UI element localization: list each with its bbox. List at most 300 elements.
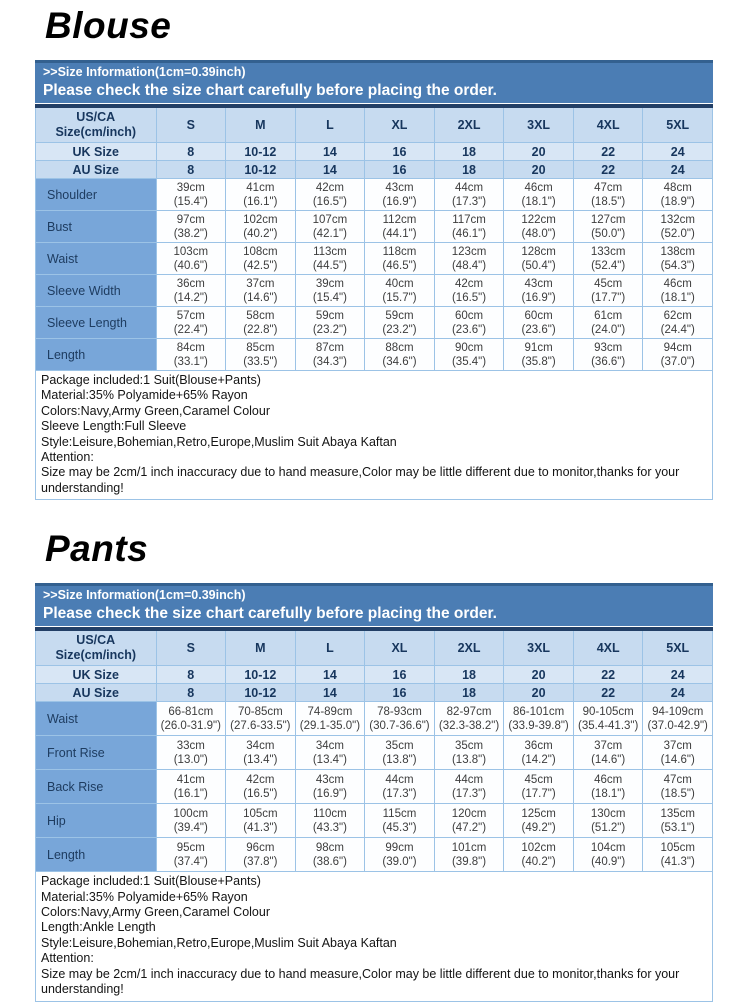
size-column-header: 3XL — [504, 629, 574, 666]
cm-value: 41cm — [246, 181, 275, 194]
measurement-cell — [365, 770, 435, 804]
note-line: Size may be 2cm/1 inch inaccuracy due to hand measure,Color may be little different due to monitor,thanks for your understanding! — [41, 966, 680, 997]
size-info-banner — [35, 583, 713, 626]
inch-value: (41.3") — [243, 821, 278, 834]
measurement-cell — [434, 307, 504, 339]
cm-value: 138cm — [660, 245, 695, 258]
measurement-cell — [295, 243, 365, 275]
inch-value: (40.2") — [521, 855, 556, 868]
cm-value: 101cm — [451, 841, 487, 854]
cm-value: 34cm — [315, 739, 344, 752]
au-size-value: 16 — [365, 684, 435, 702]
au-size-value: 18 — [434, 161, 504, 179]
measurement-row — [36, 243, 713, 275]
note-line: Colors:Navy,Army Green,Caramel Colour — [41, 403, 270, 418]
measurement-cell — [295, 804, 365, 838]
measurement-row — [36, 804, 713, 838]
inch-value: (32.3-38.2") — [438, 719, 500, 732]
measurement-row-label: Sleeve Width — [36, 275, 157, 307]
cm-value: 43cm — [524, 277, 553, 290]
uk-size-value: 24 — [643, 666, 713, 684]
pants-size-table — [35, 627, 713, 872]
cm-value: 112cm — [382, 213, 417, 226]
inch-value: (13.4") — [243, 753, 278, 766]
measurement-cell — [226, 275, 296, 307]
inch-value: (39.0") — [382, 855, 417, 868]
cm-value: 61cm — [594, 309, 623, 322]
measurement-cell — [573, 339, 643, 371]
au-size-value: 24 — [643, 161, 713, 179]
cm-value: 35cm — [454, 739, 484, 752]
inch-value: (44.5") — [312, 259, 347, 272]
cm-value: 43cm — [385, 181, 414, 194]
inch-value: (24.4") — [660, 323, 695, 336]
cm-value: 70-85cm — [237, 705, 283, 718]
cm-value: 95cm — [176, 841, 205, 854]
au-size-row — [36, 684, 713, 702]
corner-line-2: Size(cm/inch) — [55, 648, 137, 663]
cm-value: 40cm — [385, 277, 414, 290]
inch-value: (16.5") — [243, 787, 278, 800]
inch-value: (48.0") — [521, 227, 556, 240]
inch-value: (37.4") — [173, 855, 208, 868]
size-column-header: M — [226, 629, 296, 666]
cm-value: 44cm — [454, 181, 484, 194]
measurement-cell — [156, 770, 226, 804]
cm-value: 130cm — [590, 807, 626, 820]
uk-size-value: 18 — [434, 666, 504, 684]
au-size-value: 14 — [295, 684, 365, 702]
cm-value: 44cm — [385, 773, 414, 786]
inch-value: (40.9") — [591, 855, 626, 868]
uk-size-label: UK Size — [36, 143, 157, 161]
measurement-cell — [504, 307, 574, 339]
inch-value: (29.1-35.0") — [299, 719, 361, 732]
measurement-cell — [226, 770, 296, 804]
inch-value: (17.3") — [451, 787, 487, 800]
inch-value: (16.1") — [173, 787, 208, 800]
cm-value: 86-101cm — [513, 705, 565, 718]
cm-value: 118cm — [382, 245, 417, 258]
measurement-row — [36, 179, 713, 211]
cm-value: 115cm — [382, 807, 417, 820]
cm-value: 45cm — [524, 773, 553, 786]
cm-value: 120cm — [451, 807, 487, 820]
measurement-cell — [504, 339, 574, 371]
measurement-cell — [434, 275, 504, 307]
cm-value: 37cm — [663, 739, 692, 752]
inch-value: (53.1") — [660, 821, 695, 834]
uk-size-value: 24 — [643, 143, 713, 161]
cm-value: 37cm — [594, 739, 623, 752]
inch-value: (16.5") — [312, 195, 347, 208]
inch-value: (17.7") — [521, 787, 556, 800]
inch-value: (18.1") — [521, 195, 556, 208]
check-order-line: Please check the size chart carefully before placing the order. — [43, 605, 497, 623]
inch-value: (41.3") — [660, 855, 695, 868]
measurement-cell — [504, 770, 574, 804]
cm-value: 85cm — [246, 341, 275, 354]
cm-value: 60cm — [454, 309, 484, 322]
size-column-header: XL — [365, 106, 435, 143]
cm-value: 87cm — [315, 341, 344, 354]
cm-value: 102cm — [243, 213, 278, 226]
uk-size-value: 20 — [504, 666, 574, 684]
measurement-cell — [295, 179, 365, 211]
size-column-header: 3XL — [504, 106, 574, 143]
inch-value: (17.3") — [382, 787, 417, 800]
measurement-cell — [573, 179, 643, 211]
measurement-row-label: Sleeve Length — [36, 307, 157, 339]
measurement-cell — [365, 307, 435, 339]
note-line: Style:Leisure,Bohemian,Retro,Europe,Muslim Suit Abaya Kaftan — [41, 434, 397, 449]
inch-value: (17.7") — [591, 291, 626, 304]
cm-value: 74-89cm — [307, 705, 353, 718]
measurement-cell — [156, 702, 226, 736]
au-size-value: 10-12 — [226, 161, 296, 179]
inch-value: (13.8") — [451, 753, 487, 766]
uk-size-value: 18 — [434, 143, 504, 161]
measurement-cell — [156, 339, 226, 371]
measurement-cell — [365, 702, 435, 736]
measurement-cell — [573, 838, 643, 872]
cm-value: 39cm — [315, 277, 344, 290]
inch-value: (27.6-33.5") — [230, 719, 291, 732]
measurement-cell — [156, 243, 226, 275]
blouse-size-table — [35, 104, 713, 371]
inch-value: (45.3") — [382, 821, 417, 834]
note-line: Attention: — [41, 450, 94, 465]
inch-value: (33.1") — [173, 355, 208, 368]
inch-value: (34.6") — [382, 355, 417, 368]
inch-value: (22.8") — [243, 323, 278, 336]
measurement-row-label: Hip — [36, 804, 157, 838]
uk-size-value: 22 — [573, 143, 643, 161]
inch-value: (50.4") — [521, 259, 556, 272]
note-line: Package included:1 Suit(Blouse+Pants) — [41, 373, 261, 387]
inch-value: (44.1") — [382, 227, 417, 240]
measurement-cell — [643, 736, 713, 770]
measurement-row-label: Bust — [36, 211, 157, 243]
au-size-value: 8 — [156, 161, 226, 179]
measurement-cell — [573, 770, 643, 804]
note-line: Length:Ankle Length — [41, 920, 156, 935]
measurement-cell — [156, 838, 226, 872]
size-column-header: 4XL — [573, 629, 643, 666]
size-info-line: >>Size Information(1cm=0.39inch) — [43, 588, 246, 603]
inch-value: (15.4") — [173, 195, 208, 208]
inch-value: (33.5") — [243, 355, 278, 368]
note-line: Attention: — [41, 951, 94, 966]
cm-value: 59cm — [385, 309, 414, 322]
measurement-cell — [226, 211, 296, 243]
inch-value: (13.0") — [173, 753, 208, 766]
inch-value: (37.0-42.9") — [647, 719, 708, 732]
measurement-row — [36, 211, 713, 243]
inch-value: (14.2") — [173, 291, 208, 304]
corner-line-2: Size(cm/inch) — [55, 125, 137, 139]
cm-value: 135cm — [660, 807, 695, 820]
corner-header-cell — [36, 629, 157, 666]
cm-value: 100cm — [173, 807, 209, 820]
measurement-cell — [504, 702, 574, 736]
measurement-cell — [504, 736, 574, 770]
uk-size-value: 10-12 — [226, 143, 296, 161]
measurement-row-label: Back Rise — [36, 770, 157, 804]
measurement-cell — [365, 179, 435, 211]
cm-value: 104cm — [590, 841, 626, 854]
section-title-pants: Pants — [45, 528, 149, 570]
uk-size-value: 22 — [573, 666, 643, 684]
cm-value: 42cm — [454, 277, 484, 290]
measurement-cell — [643, 838, 713, 872]
measurement-cell — [434, 702, 504, 736]
section-title-blouse: Blouse — [45, 5, 172, 46]
au-size-value: 14 — [295, 161, 365, 179]
inch-value: (22.4") — [173, 323, 208, 336]
measurement-cell — [156, 211, 226, 243]
product-section-pants — [35, 527, 713, 1001]
inch-value: (50.0") — [591, 227, 626, 240]
cm-value: 122cm — [521, 213, 556, 226]
measurement-cell — [504, 838, 574, 872]
cm-value: 88cm — [385, 341, 414, 354]
measurement-cell — [643, 275, 713, 307]
note-line: Material:35% Polyamide+65% Rayon — [41, 388, 248, 403]
measurement-row-label: Shoulder — [36, 179, 157, 211]
inch-value: (13.4") — [312, 753, 347, 766]
cm-value: 34cm — [246, 739, 275, 752]
inch-value: (14.6") — [243, 291, 278, 304]
size-column-header: S — [156, 629, 226, 666]
check-order-line: Please check the size chart carefully before placing the order. — [43, 82, 497, 99]
uk-size-row — [36, 666, 713, 684]
inch-value: (40.6") — [173, 259, 208, 272]
cm-value: 36cm — [524, 739, 553, 752]
measurement-cell — [365, 275, 435, 307]
inch-value: (37.0") — [660, 355, 695, 368]
cm-value: 93cm — [594, 341, 623, 354]
inch-value: (40.2") — [243, 227, 278, 240]
cm-value: 44cm — [454, 773, 484, 786]
inch-value: (38.6") — [312, 855, 347, 868]
measurement-row — [36, 736, 713, 770]
au-size-value: 20 — [504, 684, 574, 702]
uk-size-value: 8 — [156, 143, 226, 161]
cm-value: 90-105cm — [582, 705, 634, 718]
measurement-row — [36, 307, 713, 339]
inch-value: (23.2") — [312, 323, 347, 336]
au-size-label: AU Size — [36, 161, 157, 179]
measurement-row-label: Waist — [36, 702, 157, 736]
inch-value: (17.3") — [451, 195, 487, 208]
cm-value: 103cm — [173, 245, 209, 258]
inch-value: (15.7") — [382, 291, 417, 304]
cm-value: 132cm — [660, 213, 695, 226]
note-line: Colors:Navy,Army Green,Caramel Colour — [41, 905, 270, 920]
measurement-row — [36, 702, 713, 736]
cm-value: 105cm — [243, 807, 278, 820]
measurement-cell — [643, 179, 713, 211]
measurement-cell — [643, 211, 713, 243]
measurement-cell — [573, 804, 643, 838]
uk-size-value: 10-12 — [226, 666, 296, 684]
cm-value: 97cm — [176, 213, 205, 226]
cm-value: 46cm — [524, 181, 553, 194]
measurement-cell — [226, 307, 296, 339]
size-column-header: 4XL — [573, 106, 643, 143]
measurement-cell — [504, 243, 574, 275]
corner-header-cell — [36, 106, 157, 143]
measurement-cell — [643, 339, 713, 371]
inch-value: (16.9") — [521, 291, 556, 304]
cm-value: 36cm — [176, 277, 205, 290]
inch-value: (16.1") — [243, 195, 278, 208]
measurement-cell — [295, 211, 365, 243]
measurement-cell — [643, 770, 713, 804]
size-column-header: 2XL — [434, 106, 504, 143]
cm-value: 90cm — [454, 341, 484, 354]
au-size-row — [36, 161, 713, 179]
size-column-header: XL — [365, 629, 435, 666]
cm-value: 35cm — [385, 739, 414, 752]
measurement-cell — [295, 736, 365, 770]
measurement-cell — [295, 838, 365, 872]
measurement-cell — [295, 702, 365, 736]
au-size-value: 20 — [504, 161, 574, 179]
product-section-blouse — [35, 4, 713, 500]
cm-value: 125cm — [521, 807, 556, 820]
measurement-cell — [573, 736, 643, 770]
measurement-cell — [504, 804, 574, 838]
inch-value: (46.5") — [382, 259, 417, 272]
measurement-cell — [156, 804, 226, 838]
inch-value: (18.1") — [591, 787, 626, 800]
inch-value: (48.4") — [451, 259, 487, 272]
inch-value: (37.8") — [243, 855, 278, 868]
au-size-value: 10-12 — [226, 684, 296, 702]
measurement-cell — [365, 211, 435, 243]
inch-value: (33.9-39.8") — [508, 719, 569, 732]
measurement-cell — [226, 804, 296, 838]
measurement-cell — [226, 736, 296, 770]
measurement-cell — [295, 275, 365, 307]
cm-value: 108cm — [243, 245, 278, 258]
cm-value: 66-81cm — [168, 705, 214, 718]
cm-value: 59cm — [315, 309, 344, 322]
inch-value: (14.6") — [591, 753, 626, 766]
inch-value: (14.6") — [660, 753, 695, 766]
cm-value: 102cm — [521, 841, 556, 854]
au-size-value: 24 — [643, 684, 713, 702]
cm-value: 99cm — [385, 841, 414, 854]
measurement-cell — [226, 339, 296, 371]
uk-size-value: 16 — [365, 143, 435, 161]
measurement-cell — [156, 275, 226, 307]
size-column-header: M — [226, 106, 296, 143]
size-info-line: >>Size Information(1cm=0.39inch) — [43, 65, 246, 79]
measurement-row-label: Waist — [36, 243, 157, 275]
cm-value: 58cm — [246, 309, 275, 322]
size-column-header: L — [295, 629, 365, 666]
cm-value: 94cm — [663, 341, 692, 354]
inch-value: (52.4") — [591, 259, 626, 272]
measurement-cell — [295, 307, 365, 339]
cm-value: 42cm — [246, 773, 275, 786]
size-column-header: 2XL — [434, 629, 504, 666]
measurement-cell — [365, 804, 435, 838]
size-column-header: L — [295, 106, 365, 143]
cm-value: 41cm — [176, 773, 205, 786]
inch-value: (18.5") — [591, 195, 626, 208]
cm-value: 94-109cm — [652, 705, 704, 718]
inch-value: (18.9") — [660, 195, 695, 208]
cm-value: 105cm — [660, 841, 695, 854]
measurement-row — [36, 275, 713, 307]
inch-value: (14.2") — [521, 753, 556, 766]
cm-value: 47cm — [663, 773, 692, 786]
uk-size-row — [36, 143, 713, 161]
cm-value: 37cm — [246, 277, 275, 290]
cm-value: 113cm — [313, 245, 347, 258]
measurement-cell — [156, 179, 226, 211]
cm-value: 60cm — [524, 309, 553, 322]
measurement-row-label: Length — [36, 838, 157, 872]
inch-value: (42.1") — [312, 227, 347, 240]
measurement-cell — [434, 179, 504, 211]
size-column-header: 5XL — [643, 106, 713, 143]
cm-value: 84cm — [176, 341, 205, 354]
inch-value: (13.8") — [382, 753, 417, 766]
measurement-cell — [434, 736, 504, 770]
inch-value: (18.5") — [660, 787, 695, 800]
note-line: Package included:1 Suit(Blouse+Pants) — [41, 874, 261, 889]
blouse-notes-box — [35, 371, 713, 500]
note-line: Size may be 2cm/1 inch inaccuracy due to hand measure,Color may be little different due to monitor,thanks for your understanding! — [41, 465, 680, 495]
inch-value: (35.8") — [521, 355, 556, 368]
measurement-cell — [226, 838, 296, 872]
au-size-label: AU Size — [36, 684, 157, 702]
measurement-cell — [434, 838, 504, 872]
measurement-cell — [156, 307, 226, 339]
note-line: Material:35% Polyamide+65% Rayon — [41, 889, 248, 904]
inch-value: (16.9") — [382, 195, 417, 208]
measurement-row-label: Length — [36, 339, 157, 371]
note-line: Sleeve Length:Full Sleeve — [41, 419, 187, 434]
measurement-cell — [643, 243, 713, 275]
measurement-cell — [434, 211, 504, 243]
measurement-cell — [295, 770, 365, 804]
measurement-cell — [504, 211, 574, 243]
uk-size-value: 8 — [156, 666, 226, 684]
cm-value: 110cm — [313, 807, 347, 820]
inch-value: (15.4") — [312, 291, 347, 304]
measurement-cell — [226, 702, 296, 736]
cm-value: 57cm — [176, 309, 205, 322]
measurement-cell — [573, 702, 643, 736]
size-header-row — [36, 106, 713, 143]
measurement-cell — [573, 243, 643, 275]
uk-size-label: UK Size — [36, 666, 157, 684]
cm-value: 107cm — [312, 213, 348, 226]
cm-value: 45cm — [594, 277, 623, 290]
inch-value: (35.4-41.3") — [577, 719, 639, 732]
measurement-cell — [504, 179, 574, 211]
uk-size-value: 16 — [365, 666, 435, 684]
au-size-value: 8 — [156, 684, 226, 702]
size-info-banner — [35, 60, 713, 103]
uk-size-value: 14 — [295, 666, 365, 684]
